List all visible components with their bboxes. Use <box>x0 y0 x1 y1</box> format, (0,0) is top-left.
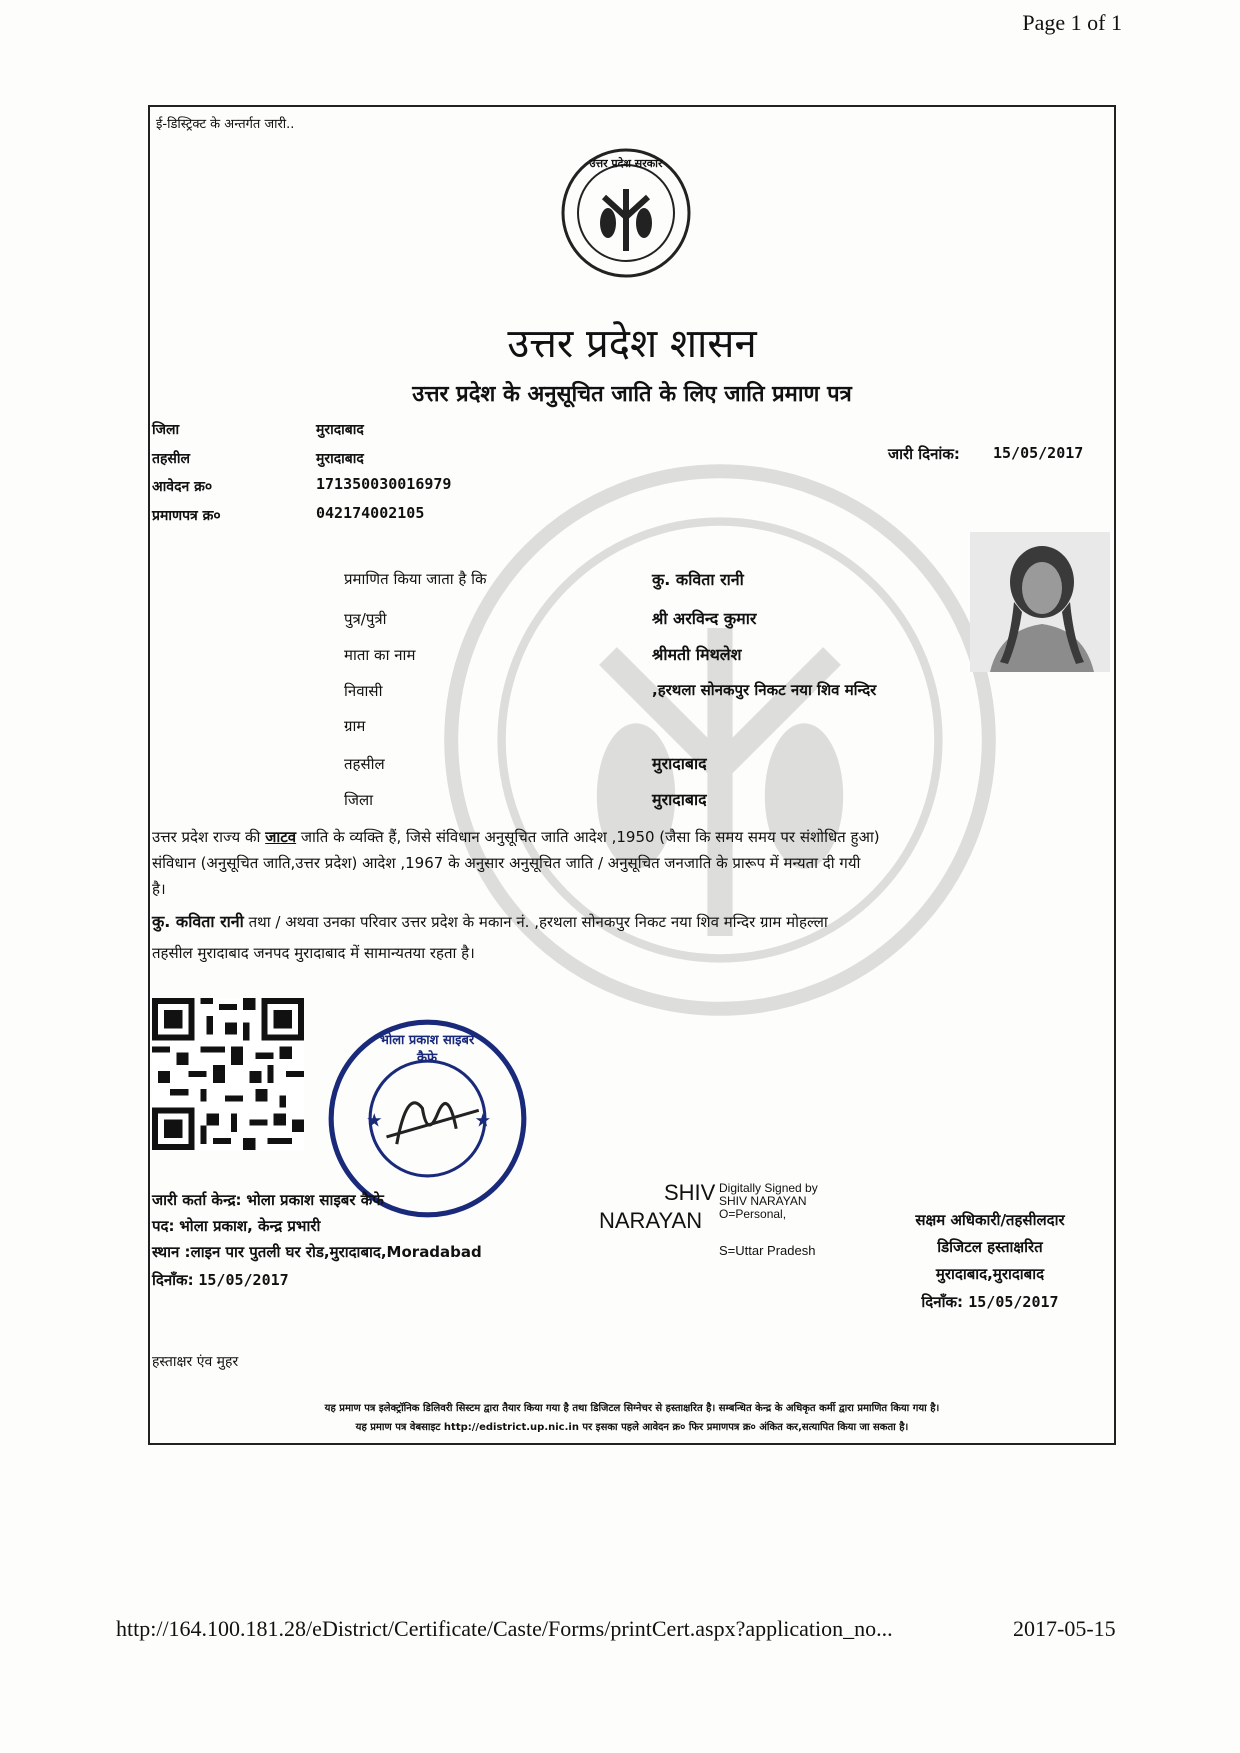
authority-digital: डिजिटल हस्ताक्षरित <box>937 1238 1043 1256</box>
issuer-place-value: लाइन पार पुतली घर रोड,मुरादाबाद,Moradabad <box>190 1243 482 1261</box>
page-title: उत्तर प्रदेश शासन <box>507 321 757 367</box>
digital-sign-name-1: SHIV <box>664 1180 716 1205</box>
digital-sign-detail-2: SHIV NARAYAN <box>719 1194 807 1208</box>
print-footer-date: 2017-05-15 <box>1013 1616 1116 1641</box>
tehsil-value: मुरादाबाद <box>316 451 364 467</box>
body-line-1 <box>152 827 880 847</box>
village-label: ग्राम <box>344 717 366 735</box>
print-footer-url: http://164.100.181.28/eDistrict/Certificate/Caste/Forms/printCert.aspx?application_no... <box>116 1616 893 1641</box>
person-district-label: जिला <box>344 791 374 809</box>
residence-line-2: तहसील मुरादाबाद जनपद मुरादाबाद में सामान्यतया रहता है। <box>152 944 475 962</box>
issuer-post <box>152 1216 320 1236</box>
mother-label: माता का नाम <box>344 646 416 664</box>
issuer-post-label: पद: <box>152 1217 175 1235</box>
page-number: Page 1 of 1 <box>1022 10 1122 35</box>
certificate-label: प्रमाणपत्र क्र० <box>152 508 221 524</box>
digital-sign-detail-4: S=Uttar Pradesh <box>719 1243 816 1258</box>
district-label: जिला <box>152 422 180 438</box>
residence-line-1 <box>152 910 828 932</box>
seal-text: उत्तर प्रदेश सरकार <box>589 157 663 170</box>
issuer-center <box>152 1190 384 1210</box>
digital-sign-details <box>719 1182 818 1221</box>
watermark-emblem-icon <box>440 460 1000 1020</box>
stamp-text: भोला प्रकाश साइबर कैफे <box>379 1033 475 1066</box>
application-label: आवेदन क्र० <box>152 479 213 495</box>
verification-note-2: यह प्रमाण पत्र वेबसाइट http://edistrict.up.nic.in पर इसका पहले आवेदन क्र० फिर प्रमाणपत्र क्र० अंकित कर,सत्यापित किया जा सकता है। <box>355 1422 909 1433</box>
application-number: 171350030016979 <box>316 475 452 493</box>
digital-sign-detail-3: O=Personal, <box>719 1207 787 1221</box>
issuer-place-label: स्थान : <box>152 1243 191 1261</box>
certified-label: प्रमाणित किया जाता है कि <box>344 570 487 588</box>
mother-value: श्रीमती मिथलेश <box>652 645 742 664</box>
body-line-3: है। <box>152 880 166 898</box>
page-subtitle: उत्तर प्रदेश के अनुसूचित जाति के लिए जाति प्रमाण पत्र <box>412 382 852 407</box>
caste-name: जाटव <box>265 828 297 846</box>
resident-value: ,हरथला सोनकपुर निकट नया शिव मन्दिर <box>652 681 877 699</box>
digital-sign-detail-1: Digitally Signed by <box>719 1181 818 1195</box>
issuer-center-label: जारी कर्ता केन्द्र: <box>152 1191 242 1209</box>
person-tehsil-value: मुरादाबाद <box>652 754 707 773</box>
issuer-date-label: दिनाँक: <box>152 1271 194 1289</box>
issued-under-text: ई-डिस्ट्रिक्ट के अन्तर्गत जारी.. <box>156 117 295 132</box>
person-tehsil-label: तहसील <box>344 755 385 773</box>
authority-title: सक्षम अधिकारी/तहसीलदार <box>915 1211 1065 1229</box>
issuer-post-value: भोला प्रकाश, केन्द्र प्रभारी <box>179 1217 321 1235</box>
authority-date-value: 15/05/2017 <box>968 1293 1059 1311</box>
parent-value: श्री अरविन्द कुमार <box>652 609 757 628</box>
issue-date-value: 15/05/2017 <box>993 444 1084 462</box>
signature-stamp-label: हस्ताक्षर एंव मुहर <box>152 1354 239 1370</box>
issue-date-label: जारी दिनांक: <box>888 445 960 463</box>
svg-text:★: ★ <box>474 1110 492 1132</box>
parent-label: पुत्र/पुत्री <box>344 610 387 628</box>
svg-text:★: ★ <box>366 1110 383 1132</box>
body-line-2: संविधान (अनुसूचित जाति,उत्तर प्रदेश) आदेश ,1967 के अनुसार अनुसूचित जाति / अनुसूचित जनजाति के प्रारूप में मन्यता दी गयी <box>152 854 861 872</box>
residence-line-1-text: तथा / अथवा उनका परिवार उत्तर प्रदेश के मकान नं. ,हरथला सोनकपुर निकट नया शिव मन्दिर ग्राम मोहल्ला <box>243 913 828 931</box>
authority-date-label: दिनाँक: <box>921 1293 964 1311</box>
applicant-photo-icon <box>970 532 1110 672</box>
district-value: मुरादाबाद <box>316 422 364 438</box>
issuer-place <box>152 1242 482 1262</box>
authority-date <box>860 1292 1120 1312</box>
issuer-date-value: 15/05/2017 <box>198 1271 289 1289</box>
residence-person-name: कु. कविता रानी <box>152 912 244 931</box>
issuer-date <box>152 1270 289 1290</box>
issuer-center-value: भोला प्रकाश साइबर कैफे <box>246 1191 384 1209</box>
body-line-1-pre: उत्तर प्रदेश राज्य की <box>152 828 266 846</box>
resident-label: निवासी <box>344 682 383 700</box>
digital-sign-name-2: NARAYAN <box>599 1208 703 1233</box>
authority-location: मुरादाबाद,मुरादाबाद <box>935 1265 1045 1283</box>
qr-code-icon <box>152 998 304 1150</box>
person-district-value: मुरादाबाद <box>652 790 707 809</box>
person-name: कु. कविता रानी <box>652 570 744 589</box>
certificate-number: 042174002105 <box>316 504 425 522</box>
verification-note-1: यह प्रमाण पत्र इलेक्ट्रॉनिक डिलिवरी सिस्टम द्वारा तैयार किया गया है तथा डिजिटल सिग्नेचर से हस्ताक्षरित है। सम्बन्धित केन्द्र के अधिकृत कर्मी द्वारा प्रमाणित किया गया है। <box>324 1403 940 1414</box>
body-line-1-post: जाति के व्यक्ति हैं, जिसे संविधान अनुसूचित जाति आदेश ,1950 (जैसा कि समय समय पर संशोधित हुआ) <box>296 828 880 846</box>
tehsil-label: तहसील <box>152 451 190 467</box>
